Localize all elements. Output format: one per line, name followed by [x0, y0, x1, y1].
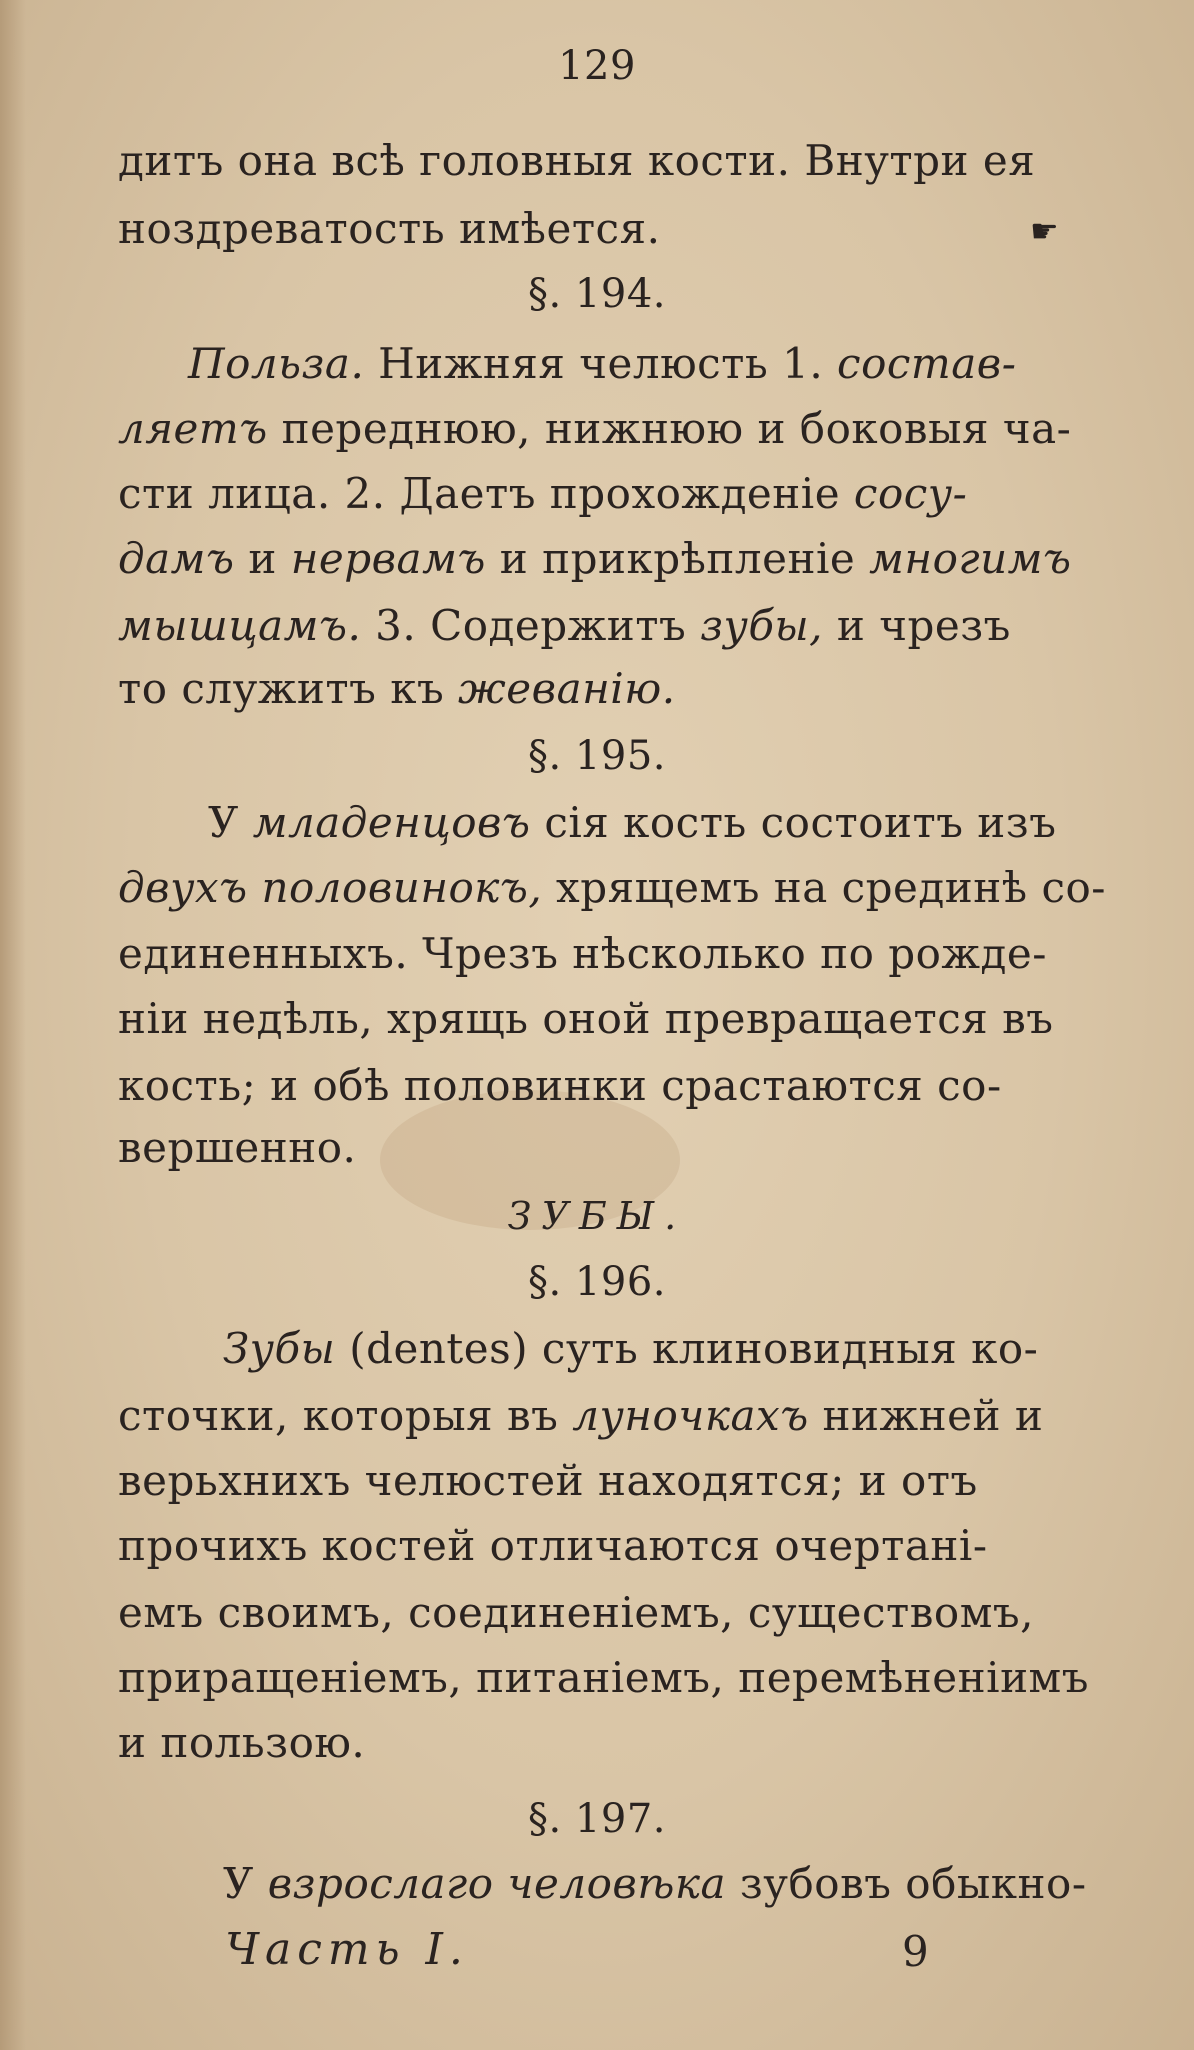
text-run: У [223, 1859, 268, 1908]
text-line [118, 1520, 988, 1572]
text-line [118, 1390, 1043, 1442]
text-line [223, 1858, 1087, 1910]
section-197: §. 197. [528, 1796, 666, 1842]
italic-text: ляетъ [118, 404, 268, 453]
text-run: нижней и [808, 1391, 1044, 1440]
text-line [118, 1122, 356, 1174]
text-line [118, 533, 1071, 585]
italic-text: мышцамъ. [118, 601, 362, 650]
text-line [118, 1455, 978, 1507]
footer-signature: 9 [902, 1927, 930, 1976]
text-line [118, 1717, 365, 1769]
text-line [118, 468, 967, 520]
italic-text: Польза. [188, 339, 365, 388]
text-run: кость; и обѣ половинки срастаются со- [118, 1061, 1002, 1110]
text-line [208, 797, 1056, 849]
text-line [118, 1060, 1002, 1112]
italic-text: Зубы [223, 1324, 336, 1373]
text-run: ноздреватость имѣется. [118, 204, 661, 253]
text-run: сія кость состоитъ изъ [530, 798, 1057, 847]
text-run: верьхнихъ челюстей находятся; и отъ [118, 1456, 978, 1505]
text-line [118, 403, 1071, 455]
text-line [118, 135, 1035, 187]
text-run: У [208, 798, 253, 847]
page-number: 129 [558, 43, 636, 89]
italic-text: двухъ половинокъ, [118, 863, 543, 912]
italic-text: жеванію. [458, 664, 676, 713]
italic-text: многимъ [869, 534, 1072, 583]
text-run: хрящемъ на срединѣ со- [542, 863, 1106, 912]
text-run: зубовъ обыкно- [726, 1859, 1087, 1908]
text-run: и прикрѣпленіе [485, 534, 870, 583]
section-194: §. 194. [528, 271, 666, 317]
pointing-hand-mark: ☛ [1030, 212, 1059, 250]
italic-text: сосу- [853, 469, 968, 518]
text-run: дитъ она всѣ головныя кости. Внутри ея [118, 136, 1036, 185]
text-line [118, 600, 1011, 652]
heading-teeth: ЗУБЫ. [507, 1194, 687, 1238]
text-line [118, 203, 660, 255]
text-run: единенныхъ. Чрезъ нѣсколько по рожде- [118, 929, 1047, 978]
italic-text: дамъ [118, 534, 235, 583]
text-run: 3. Содержитъ [361, 601, 701, 650]
section-195: §. 195. [528, 733, 666, 779]
text-run: и пользою. [118, 1718, 366, 1767]
text-line [118, 663, 676, 715]
text-line [118, 928, 1047, 980]
text-line [188, 338, 1016, 390]
text-run: и чрезъ [823, 601, 1011, 650]
text-run: и [234, 534, 291, 583]
text-run: емъ своимъ, соединеніемъ, существомъ, [118, 1588, 1034, 1637]
italic-text: нервамъ [290, 534, 486, 583]
text-run: переднюю, нижнюю и боковыя ча- [267, 404, 1072, 453]
text-run: прочихъ костей отличаются очертані- [118, 1521, 988, 1570]
text-run: вершенно. [118, 1123, 357, 1172]
text-line [118, 993, 1054, 1045]
text-run: сти лица. 2. Даетъ прохожденіе [118, 469, 854, 518]
text-run: ніи недѣль, хрящь оной превращается въ [118, 994, 1054, 1043]
text-line [223, 1323, 1038, 1375]
text-run: (dentes) суть клиновидныя ко- [335, 1324, 1039, 1373]
text-run: приращеніемъ, питаніемъ, перемѣненіимъ [118, 1653, 1089, 1702]
italic-text: луночкахъ [572, 1391, 809, 1440]
text-line [118, 1652, 1089, 1704]
italic-text: состав- [837, 339, 1017, 388]
italic-text: взрослаго человѣка [267, 1859, 727, 1908]
text-run: сточки, которыя въ [118, 1391, 573, 1440]
text-line [118, 862, 1106, 914]
text-run: то служитъ къ [118, 664, 459, 713]
section-196: §. 196. [528, 1259, 666, 1305]
footer-part: Часть I. [225, 1924, 469, 1975]
italic-text: младенцовъ [252, 798, 531, 847]
italic-text: зубы, [700, 601, 824, 650]
text-run: Нижняя челюсть 1. [364, 339, 838, 388]
text-line [118, 1587, 1034, 1639]
